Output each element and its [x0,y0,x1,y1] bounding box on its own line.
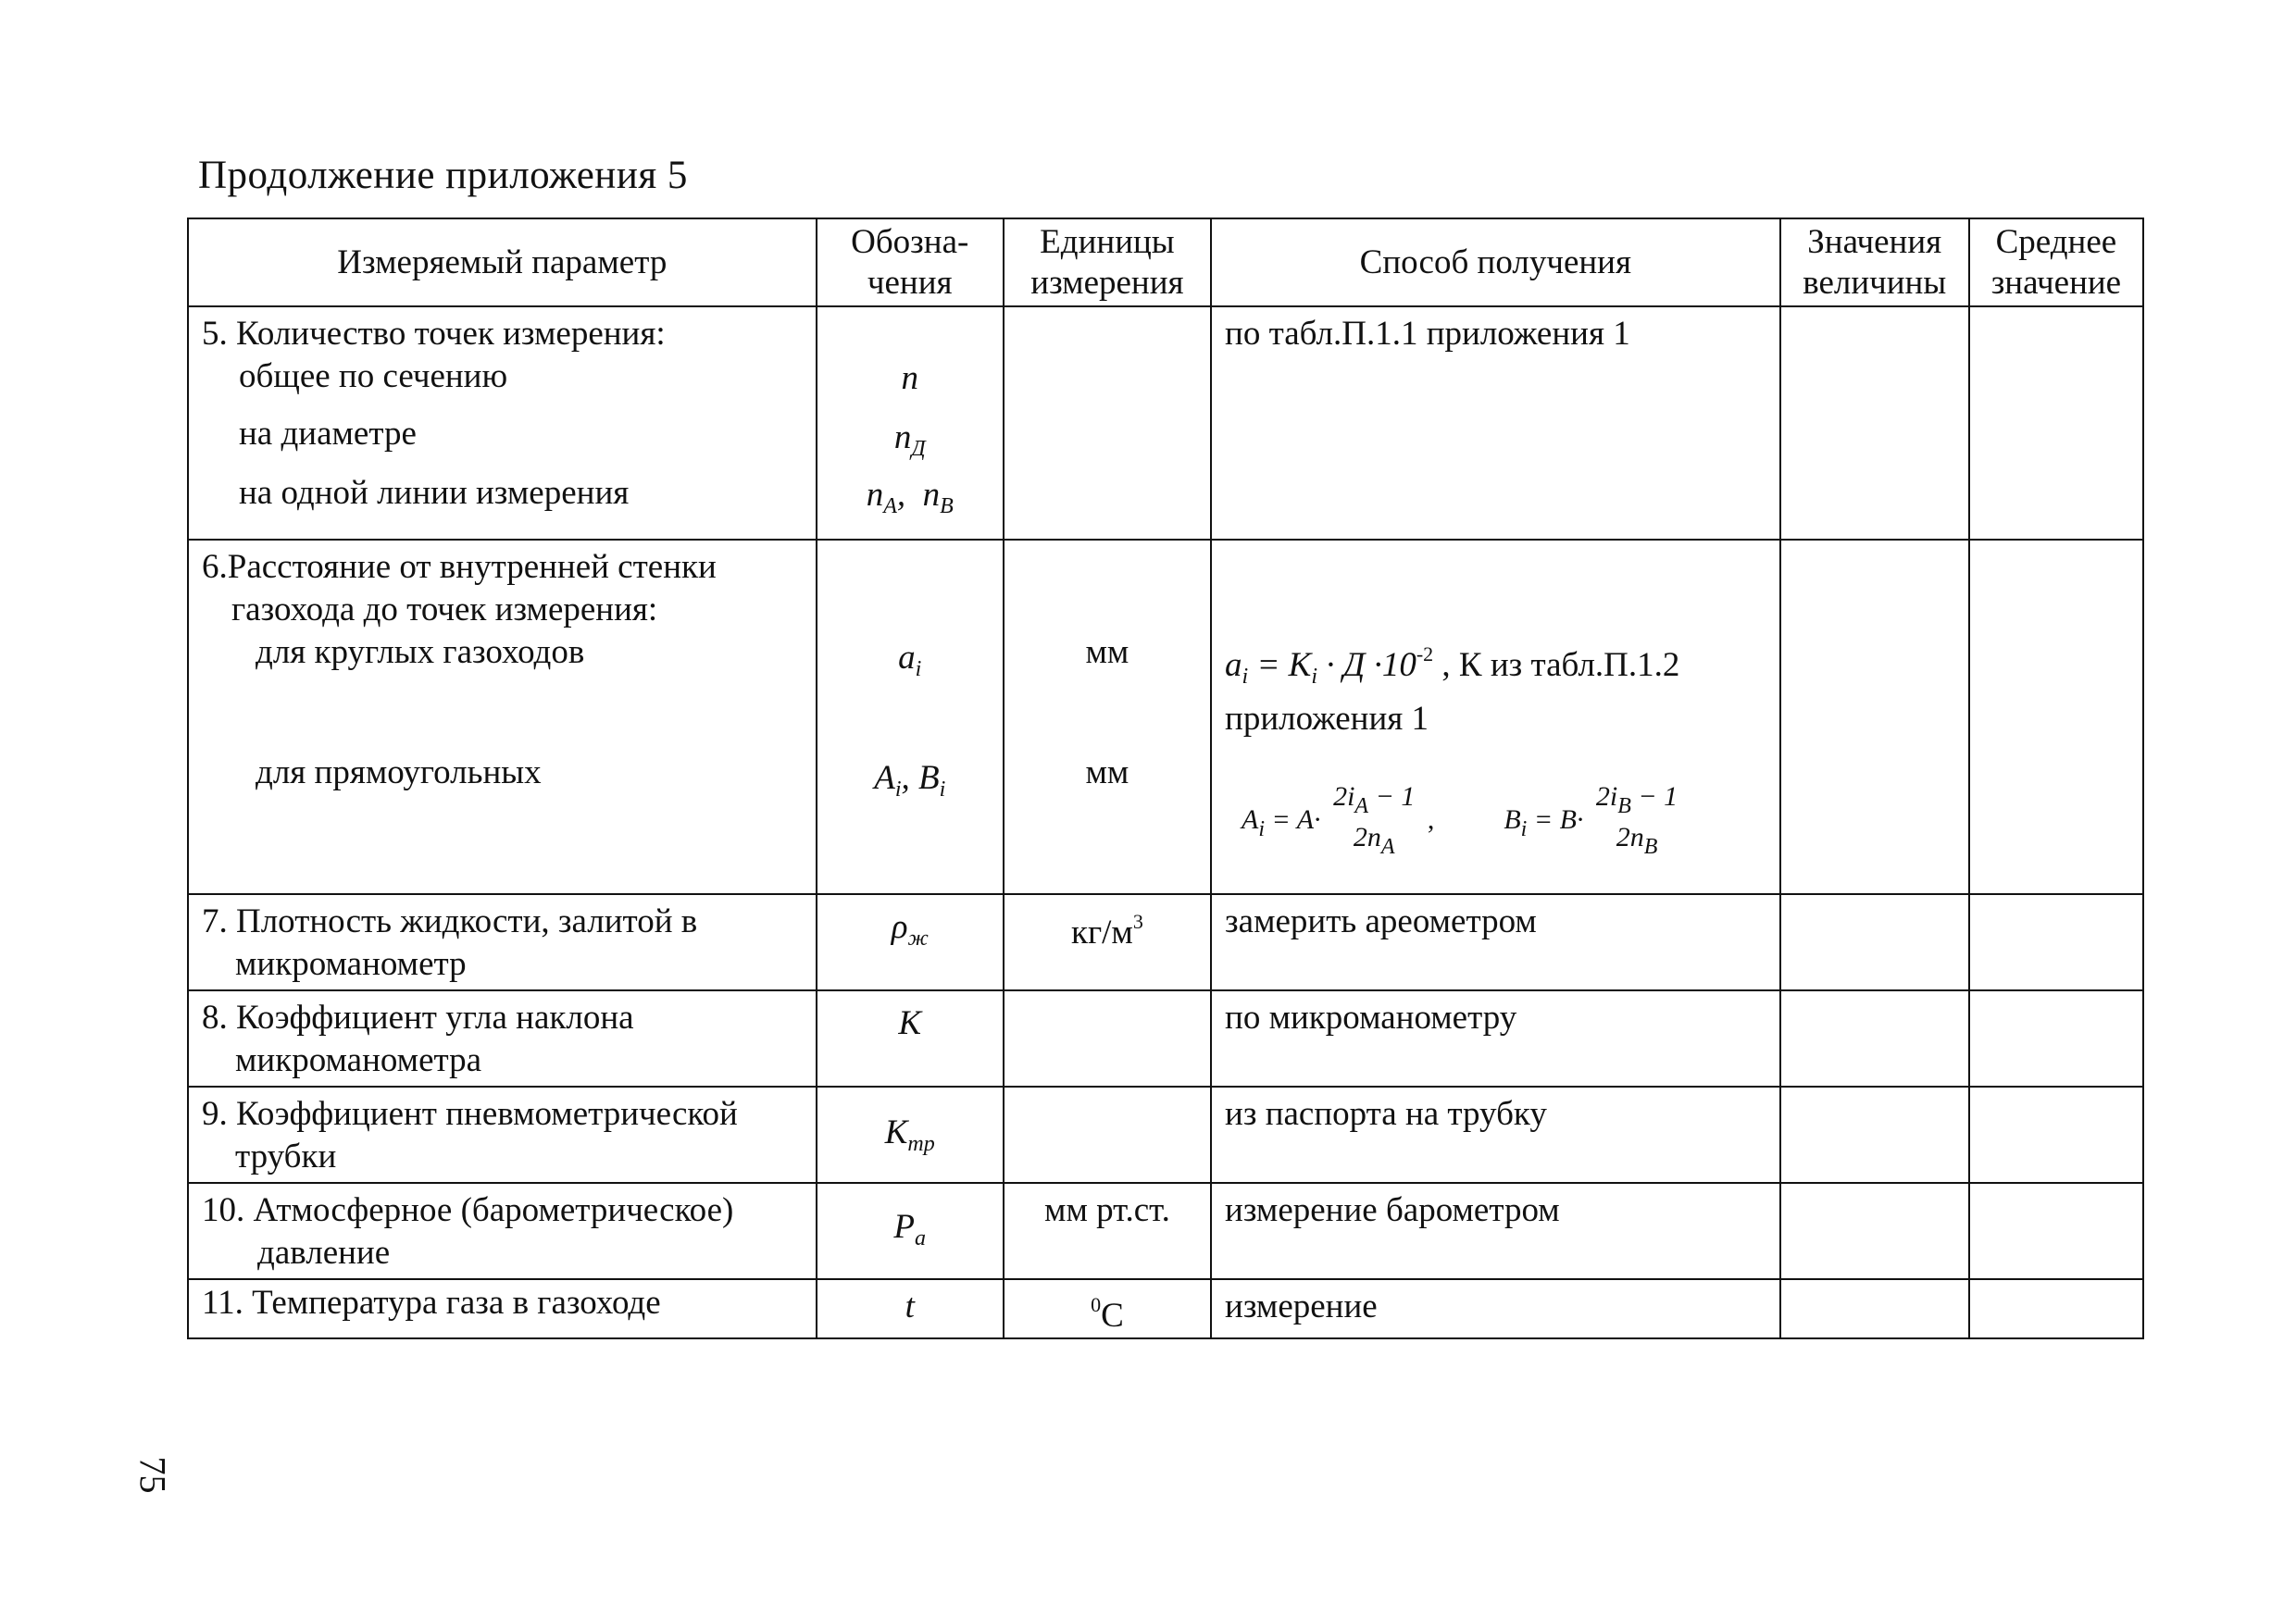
row11-param: 11. Температура газа в газоходе [188,1279,817,1338]
row10-param: 10. Атмосферное (барометрическое) давление [188,1183,817,1279]
row5-param: 5. Количество точек измерения: общее по сечению на диаметре на одной линии измерения [188,306,817,540]
table-row [188,1183,2143,1279]
row11-values [1780,1279,1969,1338]
row8-symbol: K [817,990,1004,1087]
row6-mean [1969,540,2143,894]
row10-values [1780,1183,1969,1279]
page-heading: Продолжение приложения 5 [198,154,688,197]
row6-units: мм мм [1004,540,1211,894]
row5-symbol: n $n_Д$ $n_A$, $n_B$ [817,306,1004,540]
row6-values [1780,540,1969,894]
row7-values [1780,894,1969,990]
row8-method: по микроманометру [1211,990,1780,1087]
row10-symbol: $P_a$ [817,1183,1004,1279]
header-units: Единицы измерения [1004,218,1211,306]
table-row [188,540,2143,894]
row9-mean [1969,1087,2143,1183]
row6-param: 6.Расстояние от внутренней стенки газохода до точек измерения: для круглых газоходов для прямоугольных [188,540,817,894]
row7-mean [1969,894,2143,990]
row9-symbol: $K_{тр}$ [817,1087,1004,1183]
row10-mean [1969,1183,2143,1279]
header-method: Способ получения [1211,218,1780,306]
header-symbol: Обозна- чения [817,218,1004,306]
row10-units: мм рт.ст. [1004,1183,1211,1279]
row5-values [1780,306,1969,540]
header-values: Значения величины [1780,218,1969,306]
parameters-table [187,218,2144,1339]
row6-method: $a_i = K_i \cdot Д \cdot 10^{-2}$ , К из табл.П.1.2 приложения 1 $A_i = A\cdot$ $2i_A - 1$ $2n_A$ , $B_i = B\cdot$ $2i_B - 1$ $2n_B$ [1211,540,1780,894]
table-row [188,1279,2143,1338]
row9-param: 9. Коэффициент пневмометрической трубки [188,1087,817,1183]
row6-symbol: $a_i$ $A_i$, $B_i$ [817,540,1004,894]
table-row [188,306,2143,540]
row9-units [1004,1087,1211,1183]
table-row [188,1087,2143,1183]
row10-method: измерение барометром [1211,1183,1780,1279]
row7-symbol: $\rho_ж$ [817,894,1004,990]
row7-param: 7. Плотность жидкости, залитой в микроманометр [188,894,817,990]
row5-method: по табл.П.1.1 приложения 1 [1211,306,1780,540]
row8-param: 8. Коэффициент угла наклона микроманометра [188,990,817,1087]
row5-mean [1969,306,2143,540]
header-param: Измеряемый параметр [188,218,817,306]
row7-method: замерить ареометром [1211,894,1780,990]
header-mean: Среднее значение [1969,218,2143,306]
row11-mean [1969,1279,2143,1338]
row9-method: из паспорта на трубку [1211,1087,1780,1183]
page-number: 75 [131,1456,174,1494]
row5-units [1004,306,1211,540]
table-row [188,894,2143,990]
row9-values [1780,1087,1969,1183]
row11-method: измерение [1211,1279,1780,1338]
row8-values [1780,990,1969,1087]
row7-units: $кг/м^3$ [1004,894,1211,990]
row11-units: $^0$C [1004,1279,1211,1338]
table-header-row [188,218,2143,306]
rect-formula: $A_i = A\cdot$ $2i_A - 1$ $2n_A$ , $B_i = B\cdot$ $2i_B - 1$ $2n_B$ [1242,781,1678,859]
row11-symbol: t [817,1279,1004,1338]
table-row [188,990,2143,1087]
row8-units [1004,990,1211,1087]
row8-mean [1969,990,2143,1087]
